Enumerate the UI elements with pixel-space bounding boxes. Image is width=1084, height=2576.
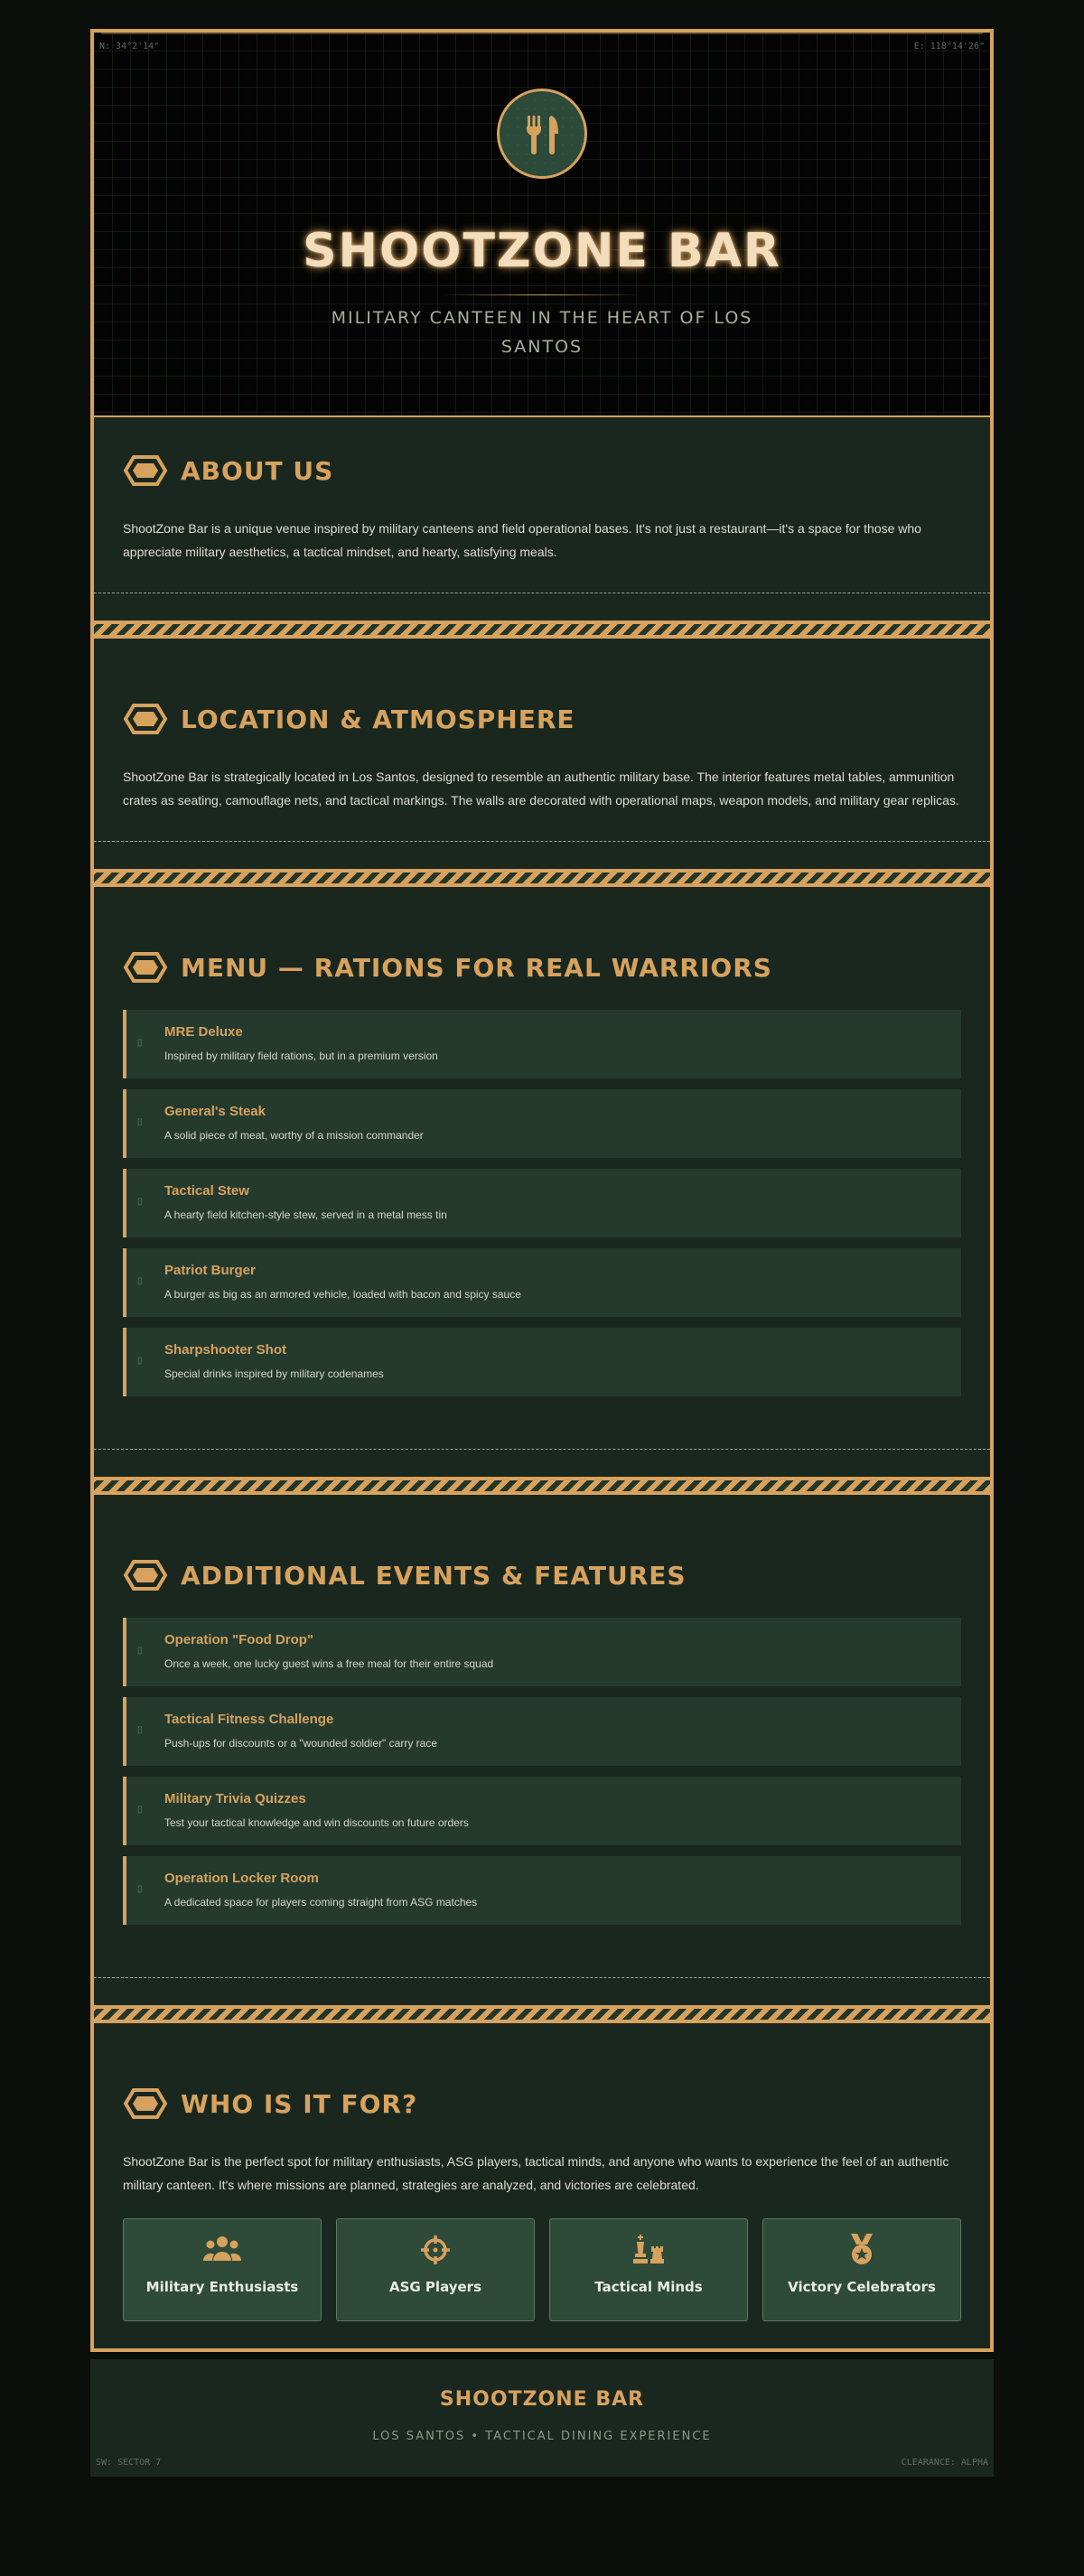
section-title: LOCATION & ATMOSPHERE (181, 704, 575, 734)
audience-card (762, 2218, 961, 2321)
events-list (123, 1618, 961, 1925)
section-title: ADDITIONAL EVENTS & FEATURES (181, 1560, 687, 1591)
event-item-title: Tactical Fitness Challenge (164, 1712, 334, 1727)
bullet-icon: ▯ (137, 1356, 143, 1366)
menu-item (123, 1010, 961, 1078)
menu-section (94, 887, 990, 1495)
hexagon-icon (123, 703, 168, 735)
event-item-description: Test your tactical knowledge and win discounts on future orders (164, 1816, 469, 1829)
hazard-stripe (94, 869, 990, 887)
hexagon-icon (123, 454, 168, 487)
menu-item-title: MRE Deluxe (164, 1024, 243, 1040)
hexagon-icon (123, 1559, 168, 1591)
hazard-stripe (94, 1477, 990, 1495)
fork-knife-icon (497, 89, 587, 179)
hexagon-icon (123, 951, 168, 984)
section-divider (94, 1449, 990, 1450)
bullet-icon: ▯ (137, 1884, 143, 1894)
footer-clearance: CLEARANCE: ALPHA (901, 2458, 988, 2468)
section-heading (123, 948, 961, 986)
audience-card-label: ASG Players (388, 2279, 482, 2295)
event-item (123, 1697, 961, 1766)
menu-list (123, 1010, 961, 1396)
menu-item-description: A burger as big as an armored vehicle, loaded with bacon and spicy sauce (164, 1288, 521, 1301)
menu-item-title: Tactical Stew (164, 1183, 249, 1199)
section-heading (123, 700, 961, 738)
event-item (123, 1618, 961, 1686)
menu-item-description: A hearty field kitchen-style stew, served in a metal mess tin (164, 1209, 447, 1221)
menu-item-title: Sharpshooter Shot (164, 1342, 287, 1358)
footer-sector: SW: SECTOR 7 (96, 2458, 162, 2468)
audience-card (549, 2218, 748, 2321)
medal-icon (842, 2234, 882, 2266)
site-title: SHOOTZONE BAR (303, 224, 781, 278)
audience-card (336, 2218, 535, 2321)
hazard-stripe (94, 2005, 990, 2023)
users-icon (202, 2234, 242, 2266)
title-divider (443, 294, 641, 295)
event-item-description: Push-ups for discounts or a "wounded soldier" carry race (164, 1737, 437, 1750)
about-section (94, 417, 990, 639)
event-item-description: A dedicated space for players coming straight from ASG matches (164, 1896, 478, 1909)
event-item (123, 1777, 961, 1845)
section-heading (123, 452, 961, 490)
audience-card-label: Victory Celebrators (788, 2279, 936, 2295)
bullet-icon: ▯ (137, 1197, 143, 1207)
section-heading (123, 1556, 961, 1594)
section-divider (94, 841, 990, 842)
hazard-stripe (94, 621, 990, 639)
site-footer (90, 2359, 994, 2477)
menu-item (123, 1248, 961, 1317)
menu-item-description: A solid piece of meat, worthy of a mission commander (164, 1129, 424, 1142)
section-divider (94, 1977, 990, 1978)
section-text: ShootZone Bar is strategically located in Los Santos, designed to resemble an authentic military base. The interior features metal tables, ammunition crates as seating, camouflage nets, and tactical markings. The walls are decorated with operational maps, weapon models, and military gear replicas. (123, 770, 959, 807)
hero-header (90, 29, 994, 417)
events-section (94, 1495, 990, 2023)
bullet-icon: ▯ (137, 1276, 143, 1286)
audience-card-label: Military Enthusiasts (145, 2279, 299, 2295)
bullet-icon: ▯ (137, 1646, 143, 1656)
section-heading (123, 2085, 961, 2123)
menu-item (123, 1169, 961, 1237)
bullet-icon: ▯ (137, 1805, 143, 1815)
event-item-title: Operation "Food Drop" (164, 1632, 314, 1647)
section-text: ShootZone Bar is a unique venue inspired by military canteens and field operational bases. It's not just a restaurant—it's a space for those who appreciate military aesthetics, a tactical mindset, and hearty, satisfying meals. (123, 521, 921, 559)
menu-item-title: Patriot Burger (164, 1263, 256, 1278)
menu-item (123, 1328, 961, 1396)
chess-icon (629, 2234, 668, 2266)
main-content (90, 417, 994, 2352)
audience-card-label: Tactical Minds (594, 2279, 703, 2295)
footer-title: SHOOTZONE BAR (439, 2388, 645, 2411)
audience-section (94, 2023, 990, 2348)
site-subtitle: MILITARY CANTEEN IN THE HEART OF LOS SANTOS (331, 308, 753, 357)
bullet-icon: ▯ (137, 1117, 143, 1127)
section-title: WHO IS IT FOR? (181, 2088, 418, 2119)
coordinate-north: N: 34°2'14" (99, 42, 160, 51)
bullet-icon: ▯ (137, 1725, 143, 1735)
event-item-title: Military Trivia Quizzes (164, 1791, 306, 1806)
bullet-icon: ▯ (137, 1038, 143, 1048)
hexagon-icon (123, 2087, 168, 2120)
menu-item-description: Inspired by military field rations, but in a premium version (164, 1050, 438, 1062)
location-section (94, 639, 990, 887)
page (90, 29, 994, 2477)
audience-card (123, 2218, 322, 2321)
crosshair-icon (416, 2234, 455, 2266)
section-text: ShootZone Bar is the perfect spot for military enthusiasts, ASG players, tactical minds, and anyone who wants to experience the feel of an authentic military canteen. It's where missions are planned, strategies are analyzed, and victories are celebrated. (123, 2154, 949, 2192)
event-item (123, 1856, 961, 1925)
coordinate-east: E: 118°14'26" (913, 42, 985, 51)
menu-item-title: General's Steak (164, 1104, 266, 1119)
menu-item (123, 1089, 961, 1158)
audience-cards (123, 2218, 961, 2348)
footer-subtitle: LOS SANTOS • TACTICAL DINING EXPERIENCE (372, 2430, 712, 2443)
section-title: ABOUT US (181, 455, 334, 486)
section-title: MENU — RATIONS FOR REAL WARRIORS (181, 952, 772, 983)
menu-item-description: Special drinks inspired by military codenames (164, 1367, 384, 1380)
event-item-description: Once a week, one lucky guest wins a free meal for their entire squad (164, 1657, 494, 1670)
event-item-title: Operation Locker Room (164, 1871, 319, 1886)
